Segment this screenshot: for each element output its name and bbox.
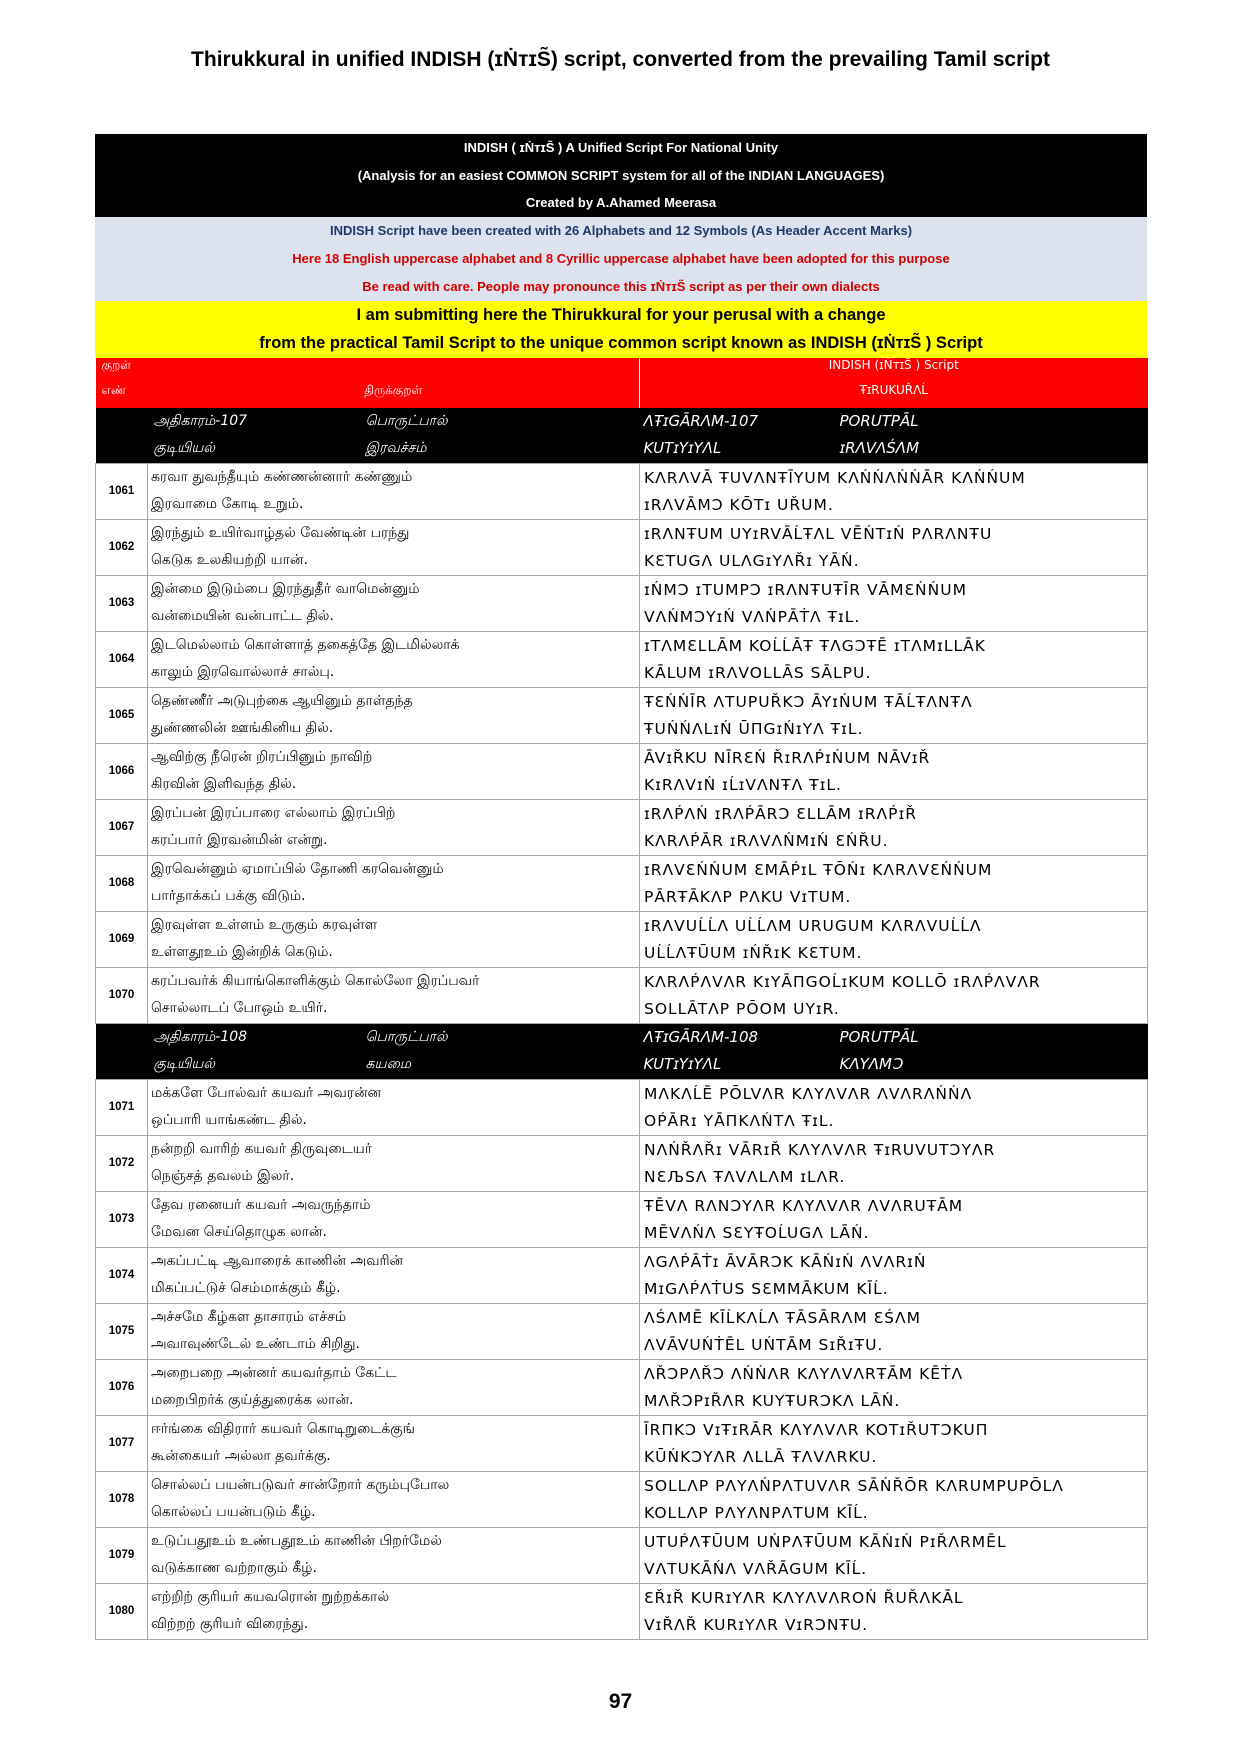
indish-line: ɪRΛṔΛŃ ɪRΛṔĀRƆ ƐLLĀM ɪRΛṔɪŘ [644,804,917,823]
chapter-label: பொருட்பால் [365,1028,448,1045]
tamil-verse [148,463,640,519]
tamil-line: கிரவின் இளிவந்த தில். [151,776,297,792]
tamil-line: மிகப்பட்டுச் செம்மாக்கும் கீழ். [151,1280,341,1296]
tamil-verse [148,1583,640,1639]
chapter-label-indish: KΛYΛMƆ [839,1055,903,1073]
tamil-line: எற்றிற் குரியர் கயவரொன் றுற்றக்கால் [151,1588,390,1605]
table-header-row-2 [96,383,1148,408]
indish-line: KΛRΛṔΛVΛR KɪYĀПGOĹɪKUM KOLLŌ ɪRΛṔΛVΛR [644,972,1041,991]
tamil-line: உள்ளதூஉம் இன்றிக் கெடும். [151,944,333,960]
tamil-verse [148,1303,640,1359]
header-note-alphabets: INDISH Script have been created with 26 Alphabets and 12 Symbols (As Header Accent Marks) [329,222,913,238]
indish-line: ΛVĀVUŃṪĒL UŃTĀM SɪŘɪŦU. [644,1336,884,1354]
header-note-adoption: Here 18 English uppercase alphabet and 8 Cyrillic uppercase alphabet have been adopted for this purpose [292,250,950,266]
tamil-line: காலும் இரவொல்லாச் சால்பு. [151,664,335,680]
header-yellow-band [95,301,1147,358]
tamil-line: கரவா துவந்தீயும் கண்ணன்னார் கண்ணும் [151,468,413,485]
indish-line: ɪŃMƆ ɪTUMPƆ ɪRΛNŦUŦĪR VĀMƐŃŃUM [644,580,967,599]
tamil-verse [148,1527,640,1583]
chapter-label-indish: PORUTPĀL [839,411,919,430]
tamil-line: உடுப்பதூஉம் உண்பதூஉம் காணின் பிறர்மேல் [151,1532,442,1549]
chapter-label-indish: KUTɪYɪYΛL [643,1055,722,1073]
page-number: 97 [608,1690,633,1713]
tamil-line: அச்சமே கீழ்கள தாசாரம் எச்சம் [151,1308,347,1325]
kural-number: 1063 [96,575,148,631]
indish-line: ŦƐŃŃĪR ΛTUPUŘKƆ ĀYɪŃUM ŦĀĹŦΛNŦΛ [644,692,973,711]
indish-line: KŪŃKƆYΛR ΛLLĀ ŦΛVΛRKU. [644,1448,878,1466]
indish-line: ΛGΛṔĀṪɪ ĀVĀRƆK KĀŃɪŃ ΛVΛRɪŃ [644,1252,927,1271]
indish-line: VɪŘΛŘ KURɪYΛR VɪRƆNŦU. [644,1616,869,1634]
indish-verse [640,575,1148,631]
tamil-verse [148,631,640,687]
tamil-line: அறைபறை அன்னர் கயவர்தாம் கேட்ட [151,1364,397,1381]
indish-line: ŦUŃŃΛLɪŃ ŪПGɪŃɪYΛ ŦɪL. [644,720,864,738]
header-note-dialects: Be read with care. People may pronounce this ɪṄᴛɪS̃ script as per their own dialects [362,278,880,294]
tamil-line: ஆவிற்கு நீரென் றிரப்பினும் நாவிற் [151,748,373,765]
column-header-indish-2: ŦɪRUKUŘΛĹ [640,383,1148,408]
kural-number: 1069 [96,911,148,967]
chapter-header-row [96,435,1148,463]
indish-line: ŦĒVΛ RΛNƆYΛR KΛYΛVΛR ΛVΛRUŦĀM [644,1196,964,1215]
kural-number: 1067 [96,799,148,855]
indish-verse [640,1303,1148,1359]
kural-number: 1071 [96,1079,148,1135]
tamil-line: அகப்பட்டி ஆவாரைக் காணின் அவரின் [151,1252,404,1269]
indish-line: PĀRŦĀKΛP PΛKU VɪTUM. [644,888,852,906]
table-row [96,631,1148,687]
indish-line: NƐЉSΛ ŦΛVΛLΛM ɪLΛR. [644,1168,846,1186]
kural-number: 1064 [96,631,148,687]
indish-verse [640,1079,1148,1135]
table-header-row-1 [96,358,1148,383]
indish-line: ĪRПKƆ VɪŦɪRĀR KΛYΛVΛR KOTɪŘUTƆKUП [644,1420,989,1439]
indish-verse [640,1415,1148,1471]
tamil-line: நெஞ்சத் தவலம் இலர். [151,1168,295,1184]
tamil-verse [148,1135,640,1191]
indish-line: ƐŘɪŘ KURɪYΛR KΛYΛVΛROŃ ŘUŘΛKĀL [644,1588,964,1607]
tamil-line: இரவென்னும் ஏமாப்பில் தோணி கரவென்னும் [151,860,444,877]
indish-verse [640,519,1148,575]
chapter-label: கயமை [365,1056,411,1072]
table-row [96,1415,1148,1471]
indish-verse [640,855,1148,911]
kural-number: 1076 [96,1359,148,1415]
indish-verse [640,1527,1148,1583]
chapter-label: குடியியல் [153,1056,215,1072]
tamil-line: இரந்தும் உயிர்வாழ்தல் வேண்டின் பரந்து [151,524,410,541]
indish-verse [640,463,1148,519]
chapter-label: பொருட்பால் [365,412,448,429]
kural-number: 1061 [96,463,148,519]
indish-line: ɪTΛMƐLLĀM KOĹĹĀŦ ŦΛGƆŦĒ ɪTΛMɪLLĀK [644,636,986,655]
table-row [96,743,1148,799]
table-row [96,1247,1148,1303]
indish-line: MĒVΛŃΛ SƐYŦOĹUGΛ LĀŃ. [644,1224,870,1242]
tamil-verse [148,519,640,575]
indish-line: SOLLΛP PΛYΛŃPΛTUVΛR SĀŃŘŌR KΛRUMPUPŌLΛ [644,1476,1064,1495]
indish-verse [640,799,1148,855]
tamil-line: இன்மை இடும்பை இரந்துதீர் வாமென்னும் [151,580,420,597]
tamil-verse [148,855,640,911]
kural-table [95,358,1148,1640]
tamil-verse [148,1471,640,1527]
tamil-line: இரப்பன் இரப்பாரை எல்லாம் இரப்பிற் [151,804,396,821]
kural-number: 1066 [96,743,148,799]
tamil-verse [148,1359,640,1415]
tamil-verse [148,743,640,799]
page-title: Thirukkural in unified INDISH (ɪṄᴛɪS̃) script, converted from the prevailing Tamil script [191,48,1050,71]
tamil-line: சொல்லாடப் போஒம் உயிர். [151,1000,328,1016]
chapter-label-indish: PORUTPĀL [839,1027,919,1046]
header-author: Created by A.Ahamed Meerasa [525,195,717,210]
indish-line: ΛŚΛMĒ KĪĹKΛĹΛ ŦĀSĀRΛM ƐŚΛM [644,1308,921,1327]
tamil-verse [148,1247,640,1303]
table-row [96,1471,1148,1527]
kural-number: 1078 [96,1471,148,1527]
indish-line: VΛTUKĀŃΛ VΛŘĀGUM KĪĹ. [644,1560,868,1578]
indish-verse [640,1191,1148,1247]
indish-line: MɪGΛṔΛṪUS SƐMMĀKUM KĪĹ. [644,1280,889,1298]
indish-line: UĹĹΛŦŪUM ɪŃŘɪK KƐTUM. [644,944,863,962]
tamil-line: கெடுக உலகியற்றி யான். [151,552,308,568]
table-row [96,575,1148,631]
indish-verse [640,1359,1148,1415]
tamil-line: துண்ணலின் ஊங்கினிய தில். [151,720,334,736]
indish-line: UTUṔΛŦŪUM UŃPΛŦŪUM KĀŃɪŃ PɪŘΛRMĒL [644,1532,1007,1551]
tamil-line: இரவாமை கோடி உறும். [151,496,304,512]
table-row [96,1135,1148,1191]
kural-number: 1065 [96,687,148,743]
indish-line: ΛŘƆPΛŘƆ ΛŃŃΛR KΛYΛVΛRŦĀM KĒṪΛ [644,1364,964,1383]
tamil-line: நன்றறி வாரிற் கயவர் திருவுடையர் [151,1140,373,1157]
tamil-line: அவாவுண்டேல் உண்டாம் சிறிது. [151,1336,360,1352]
table-row [96,1527,1148,1583]
indish-line: KOLLΛP PΛYΛNPΛTUM KĪĹ. [644,1504,869,1522]
indish-verse [640,743,1148,799]
column-header-number-2: எண் [96,383,148,408]
header-subtitle: (Analysis for an easiest COMMON SCRIPT system for all of the INDIAN LANGUAGES) [357,167,885,183]
indish-line: OṔĀRɪ YĀПKΛŃTΛ ŦɪL. [644,1112,835,1130]
table-row [96,687,1148,743]
tamil-line: வடுக்காண வற்றாகும் கீழ். [151,1560,317,1576]
kural-number: 1077 [96,1415,148,1471]
indish-line: ɪRΛVĀMƆ KŌTɪ UŘUM. [644,496,834,514]
table-row [96,463,1148,519]
indish-verse [640,1247,1148,1303]
chapter-label-indish: ΛŦɪGĀRΛM-107 [643,411,759,430]
indish-line: KĀLUM ɪRΛVOLLĀS SĀLPU. [644,664,872,682]
table-row [96,855,1148,911]
table-row [96,1583,1148,1639]
table-row [96,967,1148,1023]
tamil-line: வன்மையின் வன்பாட்ட தில். [151,608,334,624]
table-row [96,519,1148,575]
table-row [96,1303,1148,1359]
indish-line: NΛŃŘΛŘɪ VĀRɪŘ KΛYΛVΛR ŦɪRUVUTƆYΛR [644,1140,996,1159]
tamil-line: இடமெல்லாம் கொள்ளாத் தகைத்தே இடமில்லாக் [151,636,460,653]
indish-line: MΛKΛĹĒ PŌLVΛR KΛYΛVΛR ΛVΛRΛŃŃΛ [644,1084,973,1103]
submission-line-1: I am submitting here the Thirukkural for your perusal with a change [356,305,886,324]
kural-number: 1068 [96,855,148,911]
chapter-header-row [96,1051,1148,1079]
submission-line-2: from the practical Tamil Script to the unique common script known as INDISH (ɪṄᴛɪS̃ ) Script [259,334,983,352]
kural-number: 1062 [96,519,148,575]
tamil-verse [148,967,640,1023]
tamil-verse [148,575,640,631]
indish-line: ɪRΛVUĹĹΛ UĹĹΛM URUGUM KΛRΛVUĹĹΛ [644,916,982,935]
tamil-line: கொல்லப் பயன்படும் கீழ். [151,1504,316,1520]
indish-verse [640,967,1148,1023]
tamil-line: ஒப்பாரி யாங்கண்ட தில். [151,1112,307,1128]
chapter-label-indish: ΛŦɪGĀRΛM-108 [643,1027,759,1046]
indish-verse [640,1135,1148,1191]
indish-line: ɪRΛVƐŃŃUM ƐMĀṔɪL ŦŌŃɪ KΛRΛVƐŃŃUM [644,860,993,879]
tamil-verse [148,1415,640,1471]
chapter-header-row [96,408,1148,436]
tamil-line: இரவுள்ள உள்ளம் உருகும் கரவுள்ள [151,916,378,933]
indish-line: KƐTUGΛ ULΛGɪYΛŘɪ YĀŃ. [644,552,860,570]
kural-number: 1079 [96,1527,148,1583]
indish-line: MΛŘƆPɪŘΛR KUYŦURƆKΛ LĀŃ. [644,1392,901,1410]
indish-line: ɪRΛNŦUM UYɪRVĀĹŦΛL VĒŃTɪŃ PΛRΛNŦU [644,524,993,543]
kural-number: 1073 [96,1191,148,1247]
header-black-band [95,134,1147,217]
tamil-line: விற்றற் குரியர் விரைந்து. [151,1616,309,1632]
table-row [96,1191,1148,1247]
tamil-line: பார்தாக்கப் பக்கு விடும். [151,888,306,904]
indish-verse [640,1471,1148,1527]
column-header-indish: INDISH (ɪṄᴛɪS̃ ) Script [640,358,1148,383]
kural-number: 1075 [96,1303,148,1359]
chapter-label-indish: KUTɪYɪYΛL [643,439,722,457]
tamil-verse [148,911,640,967]
indish-verse [640,1583,1148,1639]
chapter-label: இரவச்சம் [365,440,427,456]
tamil-verse [148,687,640,743]
table-row [96,1079,1148,1135]
tamil-line: மேவன செய்தொழுக லான். [151,1224,327,1240]
indish-verse [640,911,1148,967]
kural-number: 1072 [96,1135,148,1191]
tamil-verse [148,799,640,855]
tamil-line: கூன்கையர் அல்லா தவர்க்கு. [151,1448,331,1464]
tamil-line: ஈர்ங்கை விதிரார் கயவர் கொடிறுடைக்குங் [151,1420,415,1437]
indish-verse [640,631,1148,687]
tamil-line: கரப்பார் இரவன்மின் என்று. [151,832,328,848]
table-row [96,1359,1148,1415]
indish-verse [640,687,1148,743]
chapter-label: அதிகாரம்-107 [153,412,248,429]
kural-sheet [95,134,1147,1640]
tamil-verse [148,1191,640,1247]
indish-line: ĀVɪŘKU NĪRƐŃ ŘɪRΛṔɪŃUM NĀVɪŘ [644,748,931,767]
kural-number: 1074 [96,1247,148,1303]
chapter-label: குடியியல் [153,440,215,456]
table-row [96,911,1148,967]
tamil-line: மக்களே போல்வர் கயவர் அவரன்ன [151,1084,382,1101]
column-header-number: குறள் [96,358,148,383]
header-title: INDISH ( ɪṄᴛɪS̃ ) A Unified Script For National Unity [463,140,779,155]
chapter-header-row [96,1023,1148,1051]
kural-number: 1080 [96,1583,148,1639]
table-row [96,799,1148,855]
tamil-line: மறைபிறர்க் குய்த்துரைக்க லான். [151,1392,354,1408]
chapter-label-indish: ɪRΛVΛŚΛM [839,439,920,457]
tamil-line: தெண்ணீர் அடுபுற்கை ஆயினும் தாள்தந்த [151,692,413,709]
indish-line: SOLLĀTΛP PŌOM UYɪR. [644,1000,840,1018]
indish-line: KɪRΛVɪŃ ɪĹɪVΛNŦΛ ŦɪL. [644,776,842,794]
tamil-verse [148,1079,640,1135]
kural-number: 1070 [96,967,148,1023]
indish-line: VΛŃMƆYɪŃ VΛŃPĀṪΛ ŦɪL. [644,608,861,626]
column-header-tamil: திருக்குறள் [148,383,640,408]
chapter-label: அதிகாரம்-108 [153,1028,248,1045]
tamil-line: சொல்லப் பயன்படுவர் சான்றோர் கரும்புபோல [151,1476,450,1493]
indish-line: KΛRΛVĀ ŦUVΛNŦĪYUM KΛŃŃΛŃŃĀR KΛŃŃUM [644,468,1026,487]
tamil-line: கரப்பவர்க் கியாங்கொளிக்கும் கொல்லோ இரப்பவர் [151,972,480,989]
tamil-line: தேவ ரனையர் கயவர் அவருந்தாம் [151,1196,371,1213]
indish-line: KΛRΛṔĀR ɪRΛVΛŃMɪŃ ƐŃŘU. [644,832,889,850]
header-blue-band [95,217,1147,301]
